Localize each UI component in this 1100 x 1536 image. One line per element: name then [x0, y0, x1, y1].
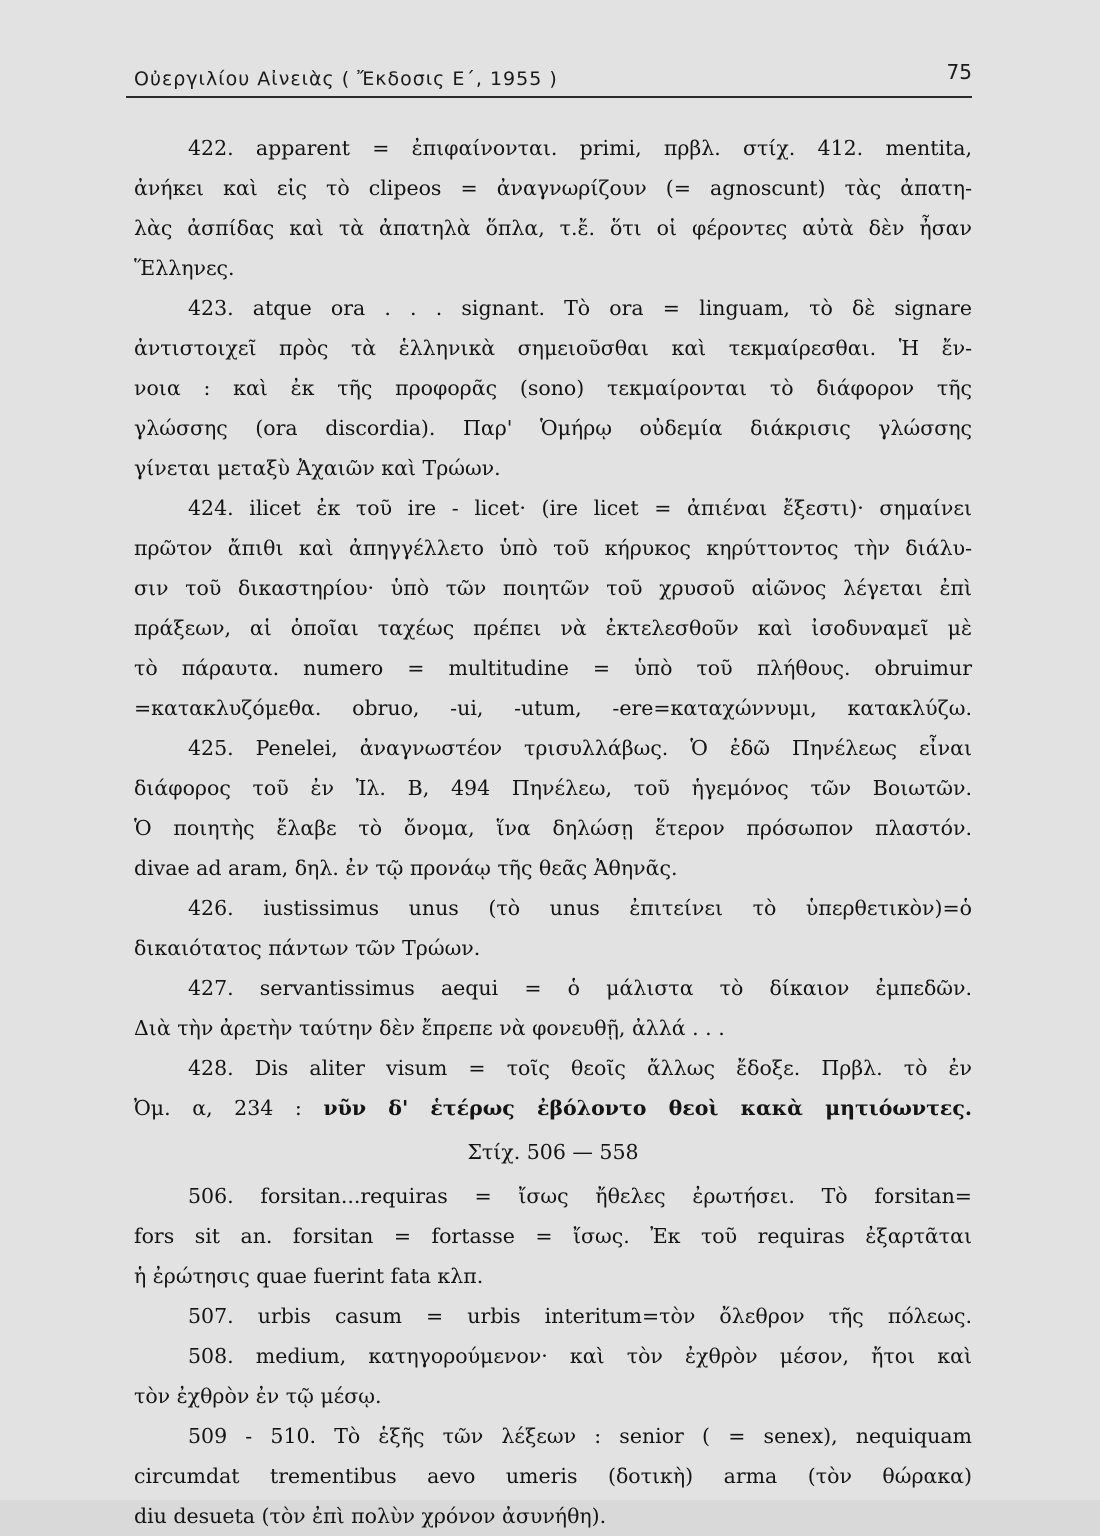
text-line: 426. iustissimus unus (τὸ unus ἐπιτείνει τὸ ὑπερθετικὸν)=ὁ	[188, 896, 972, 920]
text-line: 423. atque ora . . . signant. Τὸ ora = linguam, τὸ δὲ signare	[188, 296, 972, 320]
text-line: τὸ πάραυτα. numero = multitudine = ὑπὸ τοῦ πλήθους. obruimur	[134, 656, 972, 680]
text-line: circumdat trementibus aevo umeris (δοτικὴ) arma (τὸν θώρακα)	[134, 1464, 972, 1488]
running-title: Οὐεργιλίου Αἰνειὰς ( Ἔκδοσις Ε΄, 1955 )	[134, 68, 558, 90]
page-number: 75	[946, 60, 972, 84]
text-line: 508. medium, κατηγορούμενον· καὶ τὸν ἐχθρὸν μέσον, ἤτοι καὶ	[188, 1344, 972, 1368]
text-line	[134, 1088, 972, 1128]
text-line: Διὰ τὴν ἀρετὴν ταύτην δὲν ἔπρεπε νὰ φονευθῇ, ἀλλά . . .	[134, 1016, 725, 1040]
text-line: 424. ilicet ἐκ τοῦ ire - licet· (ire licet = ἀπιέναι ἔξεστι)· σημαίνει	[188, 496, 972, 520]
text-line: γλώσσης (ora discordia). Παρ' Ὁμήρῳ οὐδεμία διάκρισις γλώσσης	[134, 416, 972, 440]
commentary-text	[134, 128, 972, 1536]
text-line: ἡ ἐρώτησις quae fuerint fata κλπ.	[134, 1264, 484, 1288]
text-line: 427. servantissimus aequi = ὁ μάλιστα τὸ δίκαιον ἐμπεδῶν.	[188, 976, 972, 1000]
text-line: πράξεων, αἱ ὁποῖαι ταχέως πρέπει νὰ ἐκτελεσθοῦν καὶ ἰσοδυναμεῖ μὲ	[134, 616, 972, 640]
running-head	[134, 60, 972, 100]
text-line: ἀντιστοιχεῖ πρὸς τὰ ἑλληνικὰ σημειοῦσθαι καὶ τεκμαίρεσθαι. Ἡ ἔν-	[134, 336, 972, 360]
text-line: 422. apparent = ἐπιφαίνονται. primi, πρβλ. στίχ. 412. mentita,	[188, 136, 972, 160]
text-line: 425. Penelei, ἀναγνωστέον τρισυλλάβως. Ὁ ἐδῶ Πηνέλεως εἶναι	[188, 736, 972, 760]
text-line: δικαιότατος πάντων τῶν Τρώων.	[134, 936, 481, 960]
text-line: λὰς ἀσπίδας καὶ τὰ ἀπατηλὰ ὅπλα, τ.ἔ. ὅτι οἱ φέροντες αὐτὰ δὲν ἦσαν	[134, 216, 972, 240]
text-line: διάφορος τοῦ ἐν Ἰλ. Β, 494 Πηνέλεω, τοῦ ἡγεμόνος τῶν Βοιωτῶν.	[134, 776, 972, 800]
citation-label: Ὀμ. α, 234 :	[134, 1096, 302, 1120]
text-line: νοια : καὶ ἐκ τῆς προφορᾶς (sono) τεκμαίρονται τὸ διάφορον τῆς	[134, 376, 972, 400]
header-rule	[126, 96, 972, 98]
text-line: 506. forsitan...requiras = ἴσως ἤθελες ἐρωτήσει. Τὸ forsitan=	[188, 1184, 972, 1208]
text-line: 507. urbis casum = urbis interitum=τὸν ὄλεθρον τῆς πόλεως.	[188, 1304, 972, 1328]
text-line: τὸν ἐχθρὸν ἐν τῷ μέσῳ.	[134, 1384, 382, 1408]
text-line: 509 - 510. Τὸ ἑξῆς τῶν λέξεων : senior ( = senex), nequiquam	[188, 1424, 972, 1448]
text-line: =κατακλυζόμεθα. obruo, -ui, -utum, -ere=καταχώννυμι, κατακλύζω.	[134, 696, 972, 720]
text-line: Ἕλληνες.	[134, 256, 235, 280]
homer-quote: νῦν δ' ἑτέρως ἐβόλοντο θεοὶ κακὰ μητιόωντες.	[323, 1096, 972, 1120]
text-line: divae ad aram, δηλ. ἐν τῷ προνάῳ τῆς θεᾶς Ἀθηνᾶς.	[134, 856, 678, 880]
text-line: fors sit an. forsitan = fortasse = ἴσως. Ἐκ τοῦ requiras ἐξαρτᾶται	[134, 1224, 972, 1248]
text-line: πρῶτον ἄπιθι καὶ ἀπηγγέλλετο ὑπὸ τοῦ κήρυκος κηρύττοντος τὴν διάλυ-	[134, 536, 972, 560]
text-line: 428. Dis aliter visum = τοῖς θεοῖς ἄλλως ἔδοξε. Πρβλ. τὸ ἐν	[188, 1056, 972, 1080]
text-line: σιν τοῦ δικαστηρίου· ὑπὸ τῶν ποιητῶν τοῦ χρυσοῦ αἰῶνος λέγεται ἐπὶ	[134, 576, 972, 600]
section-heading: Στίχ. 506 — 558	[467, 1140, 639, 1164]
text-line: ἀνήκει καὶ εἰς τὸ clipeos = ἀναγνωρίζουν (= agnoscunt) τὰς ἀπατη-	[134, 176, 972, 200]
text-line: Ὁ ποιητὴς ἔλαβε τὸ ὄνομα, ἵνα δηλώσῃ ἕτερον πρόσωπον πλαστόν.	[134, 816, 972, 840]
text-line: diu desueta (τὸν ἐπὶ πολὺν χρόνον ἀσυνήθη).	[134, 1504, 607, 1528]
text-line: γίνεται μεταξὺ Ἀχαιῶν καὶ Τρώων.	[134, 456, 501, 480]
